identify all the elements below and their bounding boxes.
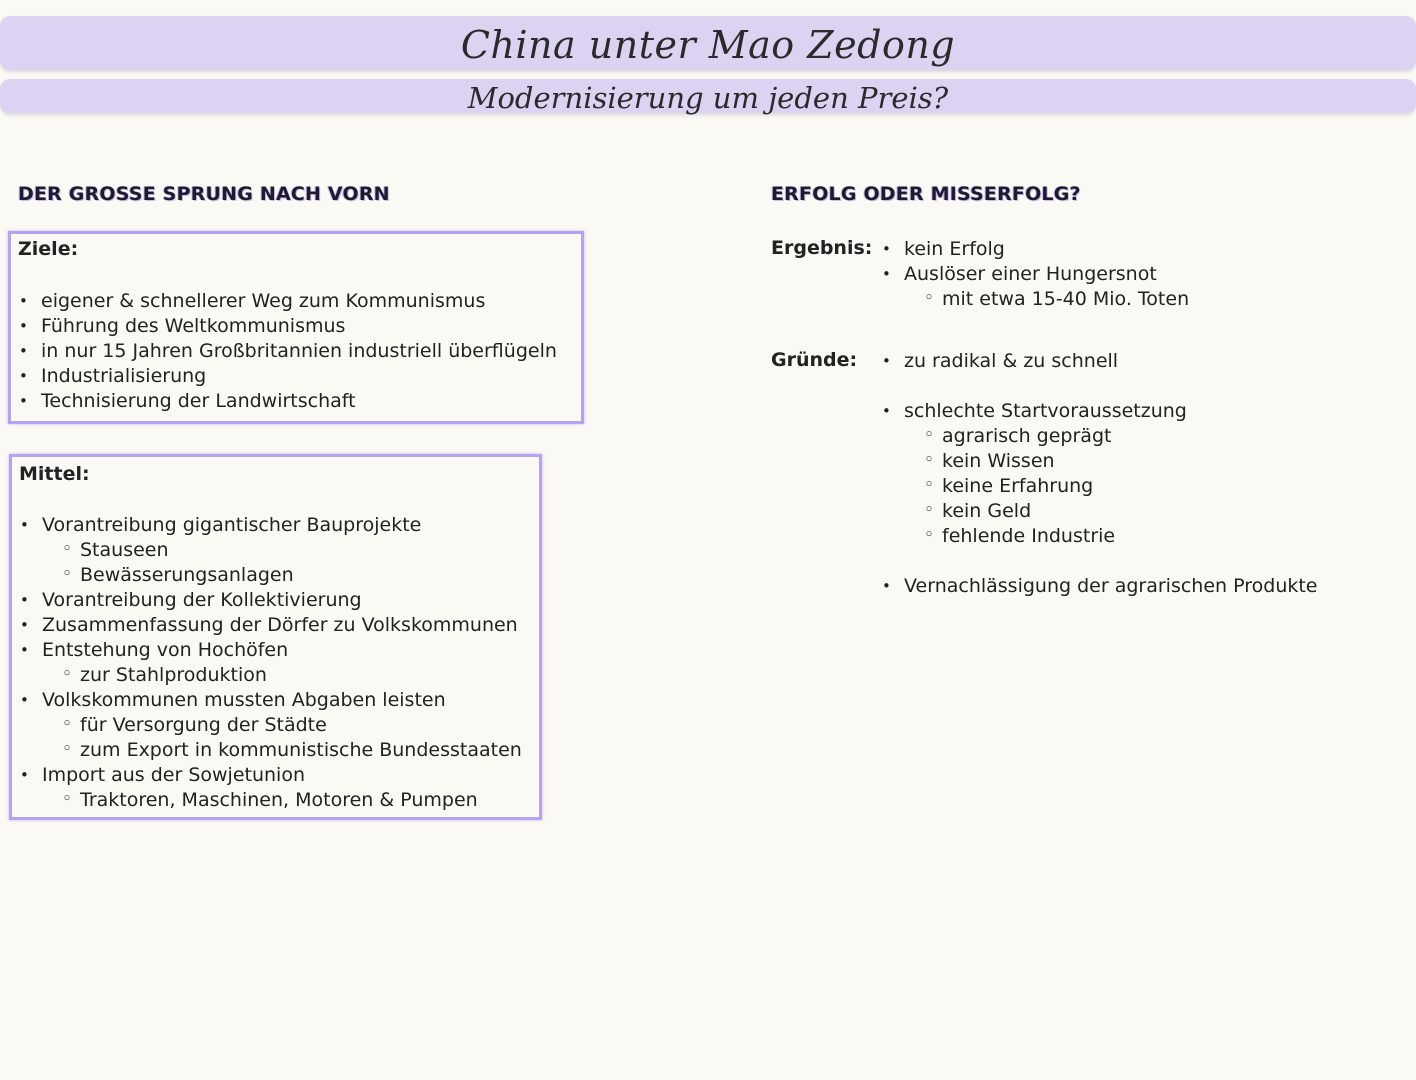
sub-list-item: ◦ kein Geld [904, 499, 1318, 524]
sub-list [904, 424, 1318, 549]
list-item-text: Vorantreibung gigantischer Bauprojekte [42, 514, 422, 536]
list-item [882, 237, 1189, 262]
sub-list-item: ◦ Stauseen [42, 538, 522, 563]
list-item [20, 588, 522, 613]
list-item [882, 399, 1318, 549]
section-heading-erfolg: ERFOLG ODER MISSERFOLG? [771, 183, 1081, 205]
list-item: • in nur 15 Jahren Großbritannien industriell überflügeln [19, 339, 557, 364]
sub-list-item: ◦ Bewässerungsanlagen [42, 563, 522, 588]
gruende-label: Gründe: [771, 349, 858, 371]
ergebnis-section [882, 237, 1189, 312]
list-item-text: zu radikal & zu schnell [904, 350, 1119, 372]
list-item [20, 688, 522, 763]
list-item-text: Entstehung von Hochöfen [42, 639, 289, 661]
list-item-text: Vorantreibung der Kollektivierung [42, 589, 362, 611]
ergebnis-list [882, 237, 1189, 312]
mittel-label: Mittel: [19, 463, 90, 485]
sub-list-item: ◦ zum Export in kommunistische Bundesstaaten [42, 738, 522, 763]
sub-list [42, 788, 522, 813]
ziele-label: Ziele: [18, 238, 79, 260]
list-item [20, 513, 522, 588]
gruende-list [882, 349, 1318, 599]
list-item [20, 638, 522, 688]
sub-list-item: ◦ mit etwa 15-40 Mio. Toten [904, 287, 1189, 312]
sub-list-item: ◦ zur Stahlproduktion [42, 663, 522, 688]
sub-list-item: ◦ für Versorgung der Städte [42, 713, 522, 738]
ergebnis-label: Ergebnis: [771, 237, 873, 259]
list-item-text: schlechte Startvoraussetzung [904, 400, 1187, 422]
list-item-text: Volkskommunen mussten Abgaben leisten [42, 689, 446, 711]
page-title: China unter Mao Zedong [460, 23, 956, 67]
list-item [20, 763, 522, 813]
list-item-text: Vernachlässigung der agrarischen Produkte [904, 575, 1318, 597]
sub-list [42, 713, 522, 763]
sub-list-item: ◦ Traktoren, Maschinen, Motoren & Pumpen [42, 788, 522, 813]
list-item: • Industrialisierung [19, 364, 557, 389]
list-item-text: Auslöser einer Hungersnot [904, 263, 1157, 285]
mittel-list [20, 513, 522, 813]
ziele-list [19, 289, 557, 414]
section-heading-sprung: DER GROSSE SPRUNG NACH VORN [18, 183, 390, 205]
sub-list-item: ◦ fehlende Industrie [904, 524, 1318, 549]
list-item: • eigener & schnellerer Weg zum Kommunismus [19, 289, 557, 314]
list-item [882, 574, 1318, 599]
list-item: • Führung des Weltkommunismus [19, 314, 557, 339]
sub-list-item: ◦ kein Wissen [904, 449, 1318, 474]
gruende-section [882, 349, 1318, 599]
list-item-text: Import aus der Sowjetunion [42, 764, 305, 786]
sub-list-item: ◦ agrarisch geprägt [904, 424, 1318, 449]
sub-list [42, 663, 522, 688]
sub-list-item: ◦ keine Erfahrung [904, 474, 1318, 499]
list-item-text: kein Erfolg [904, 238, 1005, 260]
sub-list [42, 538, 522, 588]
sub-list [904, 287, 1189, 312]
list-item [20, 613, 522, 638]
mittel-box [9, 454, 542, 820]
list-item: • Technisierung der Landwirtschaft [19, 389, 557, 414]
list-item [882, 262, 1189, 312]
list-item-text: Zusammenfassung der Dörfer zu Volkskommunen [42, 614, 518, 636]
list-item [882, 349, 1318, 374]
page-subtitle: Modernisierung um jeden Preis? [467, 81, 949, 115]
ziele-box [8, 231, 584, 424]
